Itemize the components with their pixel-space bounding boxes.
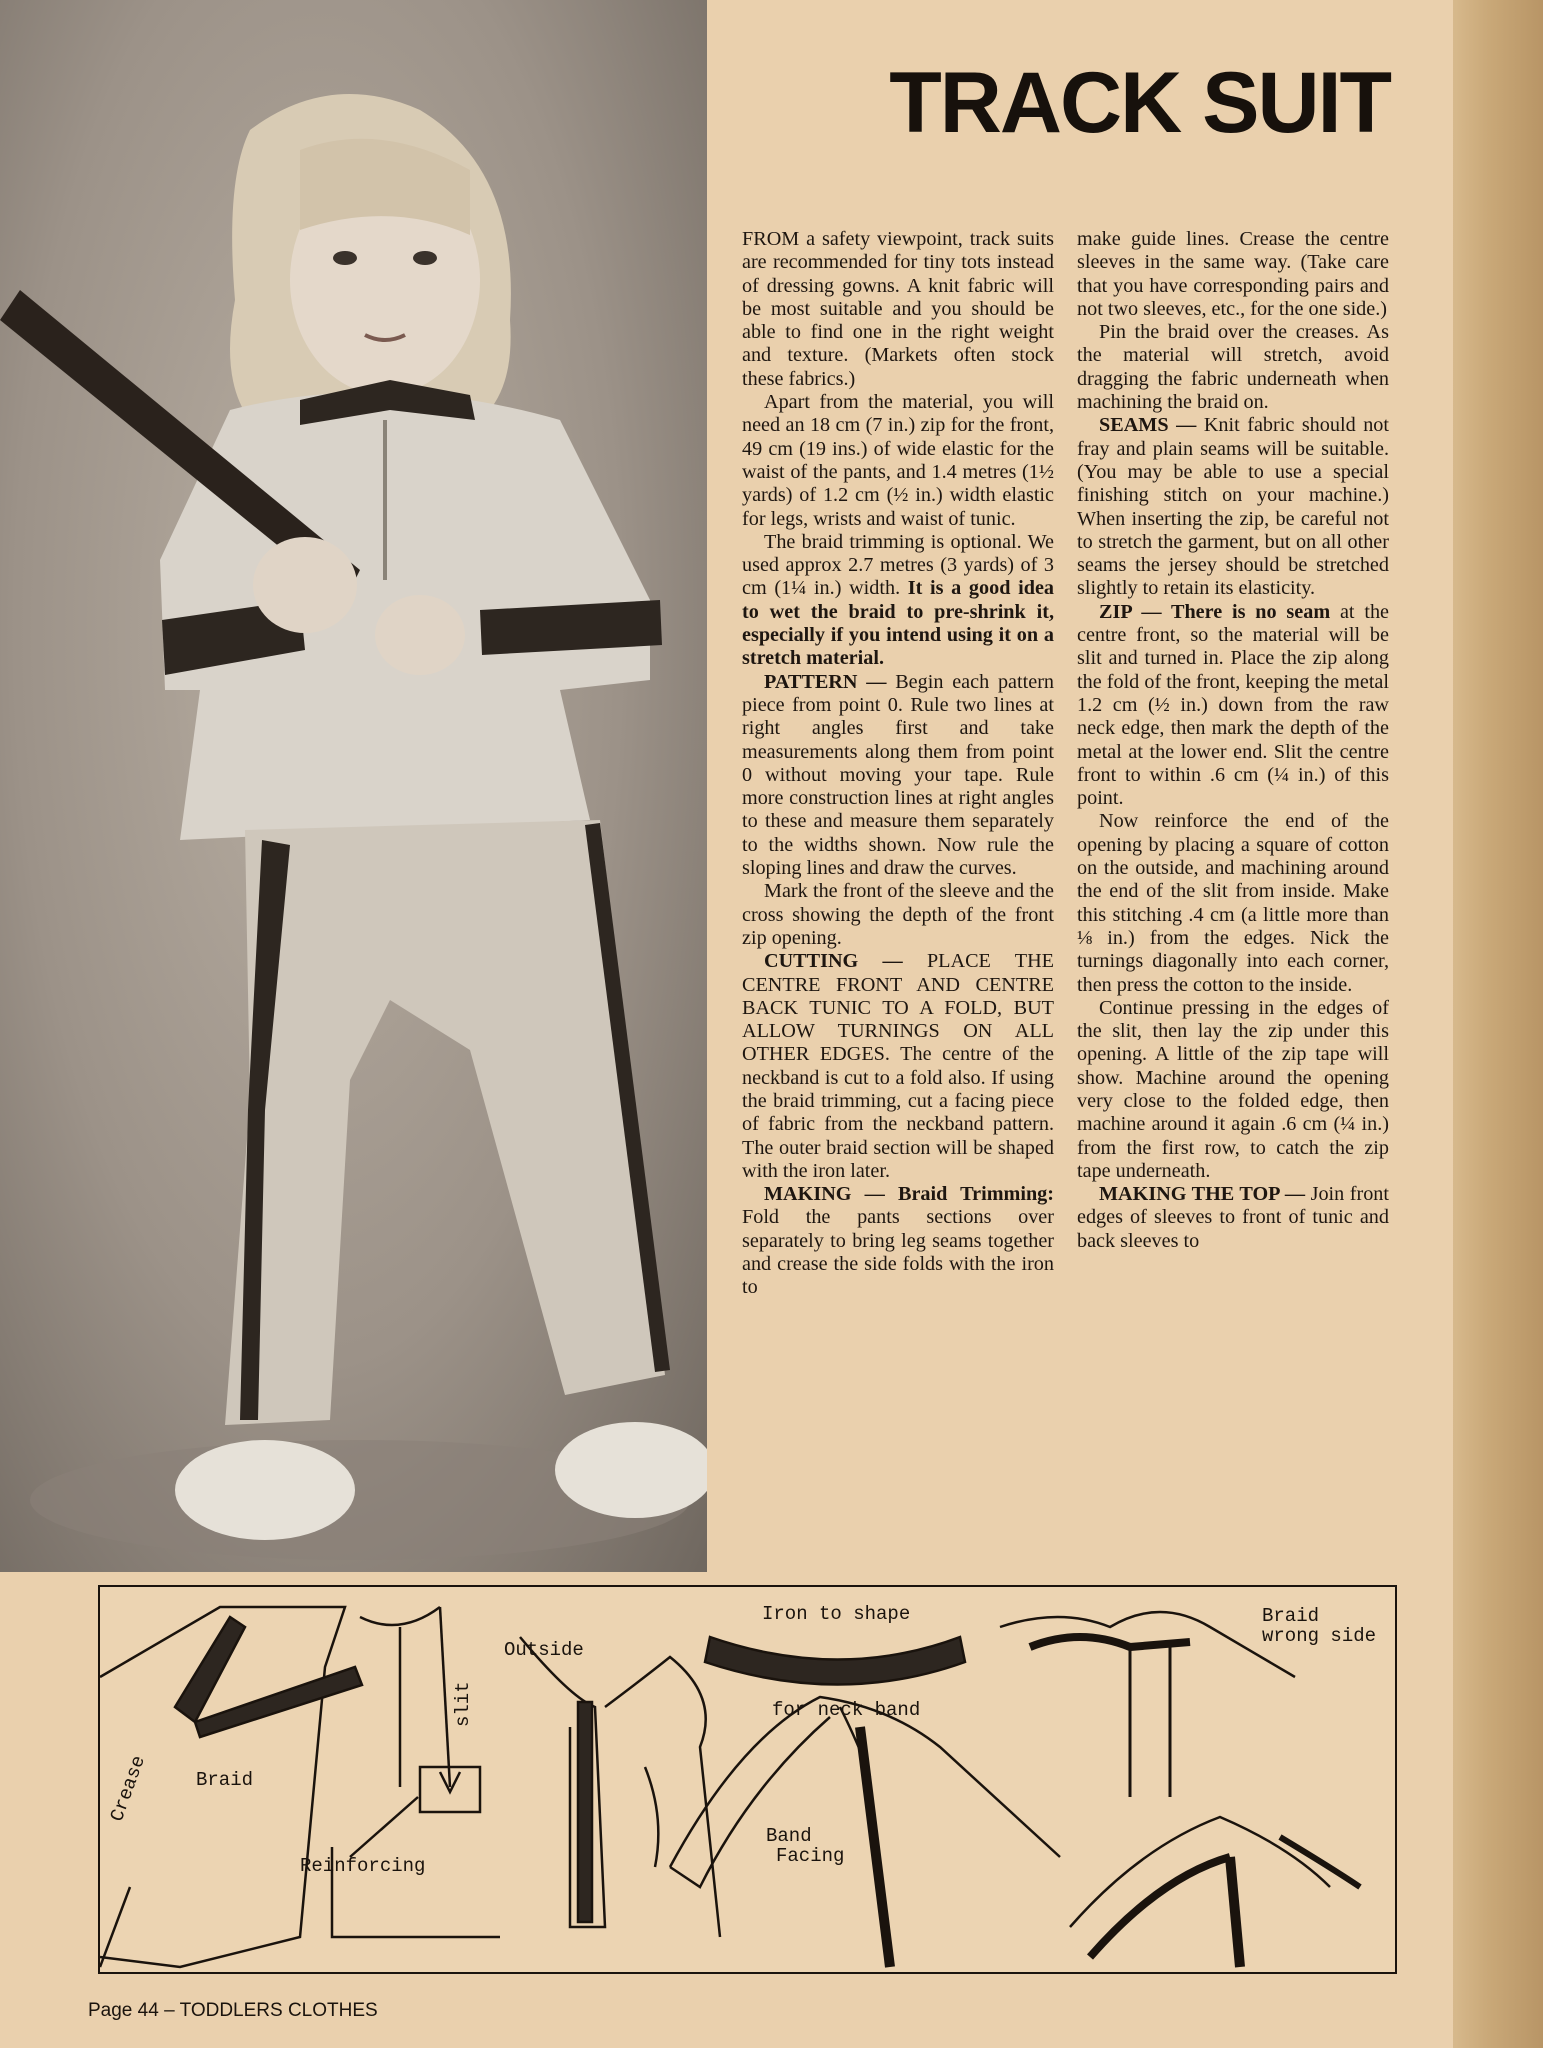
paragraph: Pin the braid over the creases. As the material will stretch, avoid dragging the fabric underneath when machining the braid on. <box>1077 321 1389 414</box>
paragraph: Continue pressing in the edges of the slit, then lay the zip under this opening. A little of the zip tape will show. Machine around the opening very close to the folded edge, then machine around it again .6 cm (¼ in.) from the first row, to catch the zip tape underneath. <box>1077 996 1389 1182</box>
label-facing: Facing <box>776 1845 845 1867</box>
label-outside: Outside <box>504 1639 584 1661</box>
paragraph: FROM a safety viewpoint, track suits are recommended for tiny tots instead of dressing gowns. A knit fabric will be most suitable and you should be able to find one in the right weight and texture. (Markets often stock these fabrics.) <box>742 228 1054 390</box>
paragraph: ZIP — There is no seam at the centre front, so the material will be slit and turned in. Place the zip along the fold of the front, keeping the metal 1.2 cm (½ in.) down from the raw neck edge, then mark the depth of the metal at the lower end. Slit the centre front to within .6 cm (¼ in.) of this point. <box>1077 600 1389 810</box>
paragraph: PATTERN — Begin each pattern piece from point 0. Rule two lines at right angles first and take measurements along them from point 0 without moving your tape. Rule more construction lines at right angles to these and measure them separately to the widths shown. Now rule the sloping lines and draw the curves. <box>742 670 1055 880</box>
label-braid-wrong-side: wrong side <box>1262 1625 1377 1647</box>
label-band: Band <box>766 1825 812 1847</box>
paragraph: SEAMS — Knit fabric should not fray and plain seams will be suitable. (You may be able to use a special finishing stitch on your machine.) When inserting the zip, be careful not to stretch the garment, but on all other seams the jersey should be stretched slightly to retain its elasticity. <box>1077 414 1389 600</box>
paragraph: CUTTING — PLACE THE CENTRE FRONT AND CENTRE BACK TUNIC TO A FOLD, BUT ALLOW TURNINGS ON ALL OTHER EDGES. The centre of the neckband is cut to a fold also. If using the braid trimming, cut a facing piece of fabric from the neckband pattern. The outer braid section will be shaped with the iron later. <box>742 950 1055 1182</box>
label-crease: Crease <box>106 1752 151 1825</box>
label-slit: slit <box>452 1681 474 1727</box>
child-photo-illustration <box>0 0 707 1572</box>
instruction-diagram <box>98 1585 1397 1974</box>
paragraph: MAKING — Braid Trimming: Fold the pants sections over separately to bring leg seams together and crease the side folds with the iron to <box>742 1183 1054 1299</box>
article-column-1 <box>742 228 1054 1300</box>
paragraph: Apart from the material, you will need an 18 cm (7 in.) zip for the front, 49 cm (19 ins.) of wide elastic for the waist of the pants, and 1.4 metres (1½ yards) of 1.2 cm (½ in.) width elastic for legs, wrists and waist of tunic. <box>742 391 1054 530</box>
page-edge <box>1453 0 1543 2048</box>
label-braid: Braid <box>196 1769 254 1791</box>
diagram-drawings <box>100 1587 1395 1972</box>
page-footer: Page 44 – TODDLERS CLOTHES <box>88 2000 378 2021</box>
paragraph: Mark the front of the sleeve and the cross showing the depth of the front zip opening. <box>742 880 1054 949</box>
child-photo <box>0 0 707 1572</box>
label-reinforcing: Reinforcing <box>300 1855 426 1877</box>
paragraph: Now reinforce the end of the opening by placing a square of cotton on the outside, and machining around the end of the slit from inside. Make this stitching .4 cm (a little more than ⅛ in.) from the edges. Nick the turnings diagonally into each corner, then press the cotton to the inside. <box>1077 810 1389 996</box>
paragraph: make guide lines. Crease the centre sleeves in the same way. (Take care that you have corresponding pairs and not two sleeves, etc., for the one side.) <box>1077 228 1389 320</box>
paragraph: MAKING THE TOP — Join front edges of sleeves to front of tunic and back sleeves to <box>1077 1183 1389 1252</box>
label-braid-wrong-side: Braid <box>1262 1605 1320 1627</box>
paragraph: The braid trimming is optional. We used approx 2.7 metres (3 yards) of 3 cm (1¼ in.) width. It is a good idea to wet the braid to pre-shrink it, especially if you intend using it on a stretch material. <box>742 530 1054 670</box>
label-for-neck-band: for neck band <box>772 1699 921 1721</box>
article-column-2 <box>1077 228 1389 1253</box>
label-iron-to-shape: Iron to shape <box>762 1603 911 1625</box>
page-title: TRACK SUIT <box>889 55 1390 151</box>
